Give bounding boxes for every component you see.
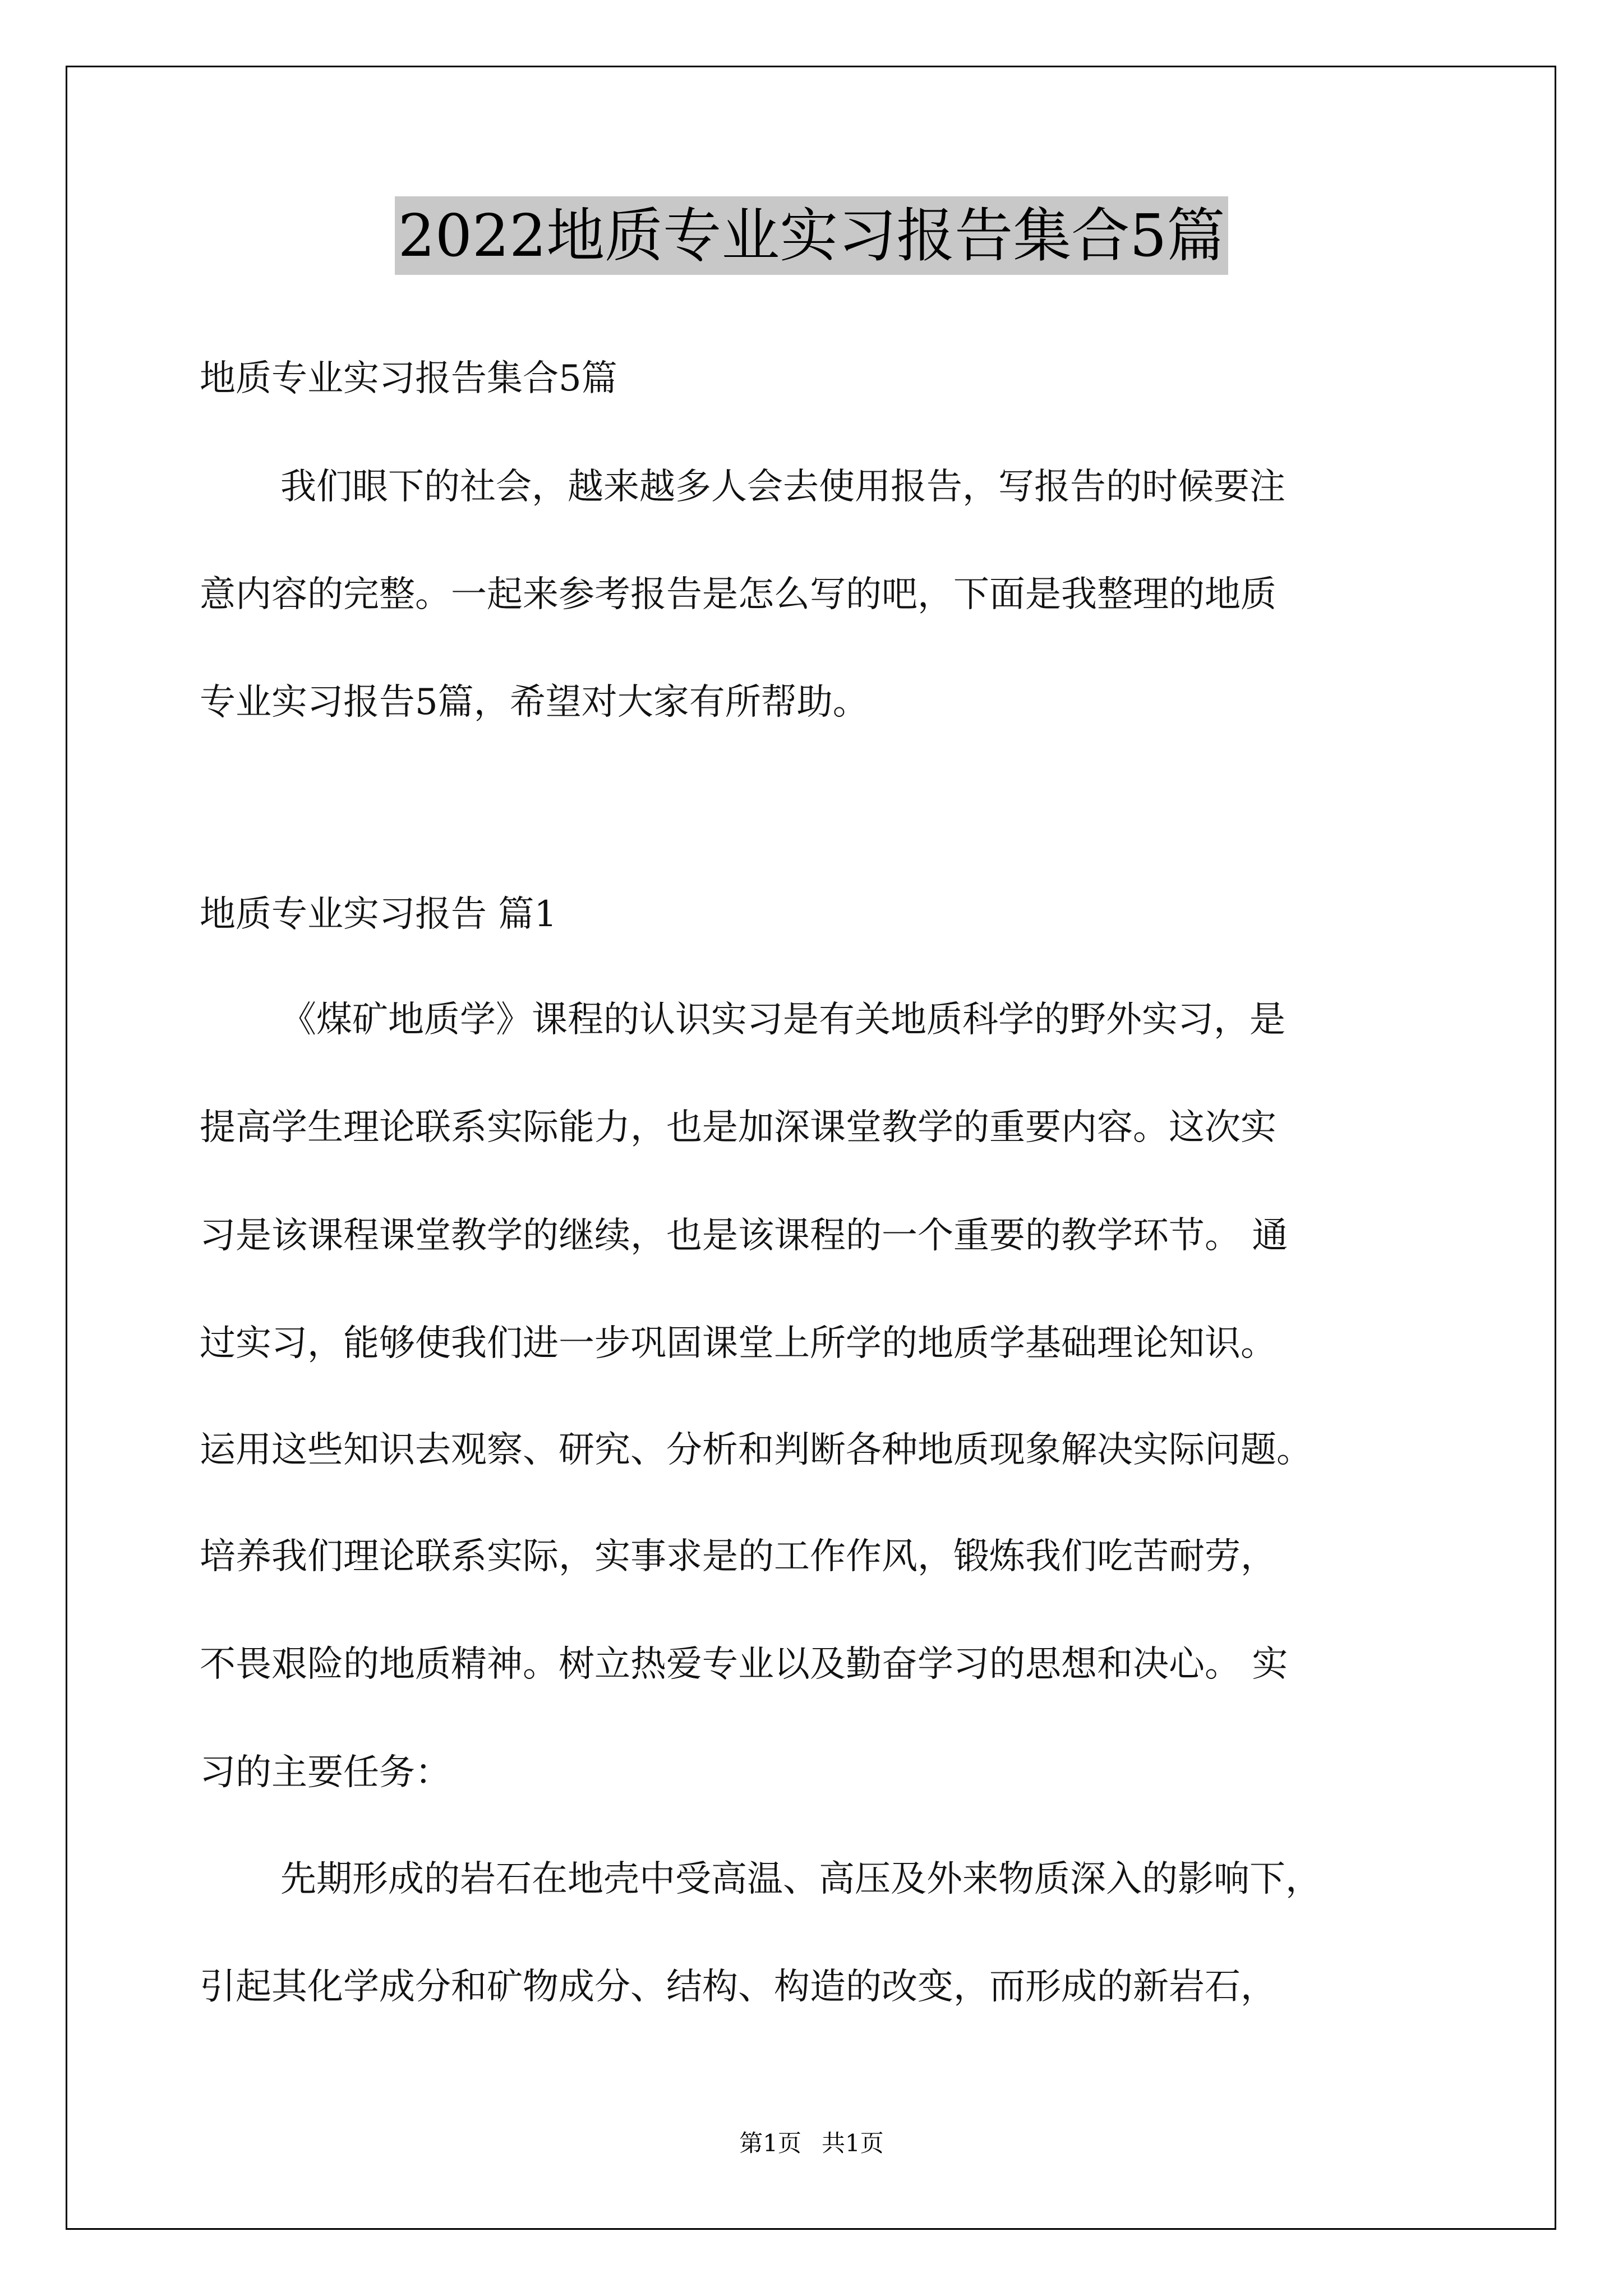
paragraph-line: 不畏艰险的地质精神。树立热爱专业以及勤奋学习的思想和决心。 实 [200, 1644, 1288, 1685]
paragraph-line: 专业实习报告5篇，希望对大家有所帮助。 [200, 682, 869, 723]
paragraph-line: 提高学生理论联系实际能力，也是加深课堂教学的重要内容。这次实 [200, 1107, 1276, 1148]
paragraph-line: 习是该课程课堂教学的继续，也是该课程的一个重要的教学环节。 通 [200, 1215, 1288, 1257]
section-heading: 地质专业实习报告 篇1 [200, 894, 557, 935]
paragraph-line: 我们眼下的社会，越来越多人会去使用报告，写报告的时候要注 [280, 466, 1285, 508]
paragraph-line: 先期形成的岩石在地壳中受高温、高压及外来物质深入的影响下， [280, 1858, 1321, 1900]
title-container [0, 196, 1623, 275]
paragraph-line: 意内容的完整。一起来参考报告是怎么写的吧，下面是我整理的地质 [200, 574, 1276, 615]
page-footer [0, 2129, 1623, 2157]
subtitle: 地质专业实习报告集合5篇 [200, 358, 617, 399]
paragraph-line: 习的主要任务： [200, 1752, 451, 1793]
document-title: 2022地质专业实习报告集合5篇 [395, 196, 1229, 275]
paragraph-line: 运用这些知识去观察、研究、分析和判断各种地质现象解决实际问题。 [200, 1429, 1312, 1471]
paragraph-line: 《煤矿地质学》课程的认识实习是有关地质科学的野外实习，是 [280, 999, 1285, 1041]
page-number: 第1页 [739, 2129, 801, 2157]
paragraph-line: 引起其化学成分和矿物成分、结构、构造的改变，而形成的新岩石， [200, 1966, 1276, 2008]
paragraph-line: 过实习，能够使我们进一步巩固课堂上所学的地质学基础理论知识。 [200, 1323, 1276, 1364]
page-total: 共1页 [822, 2129, 884, 2157]
paragraph-line: 培养我们理论联系实际，实事求是的工作作风，锻炼我们吃苦耐劳， [200, 1536, 1276, 1577]
